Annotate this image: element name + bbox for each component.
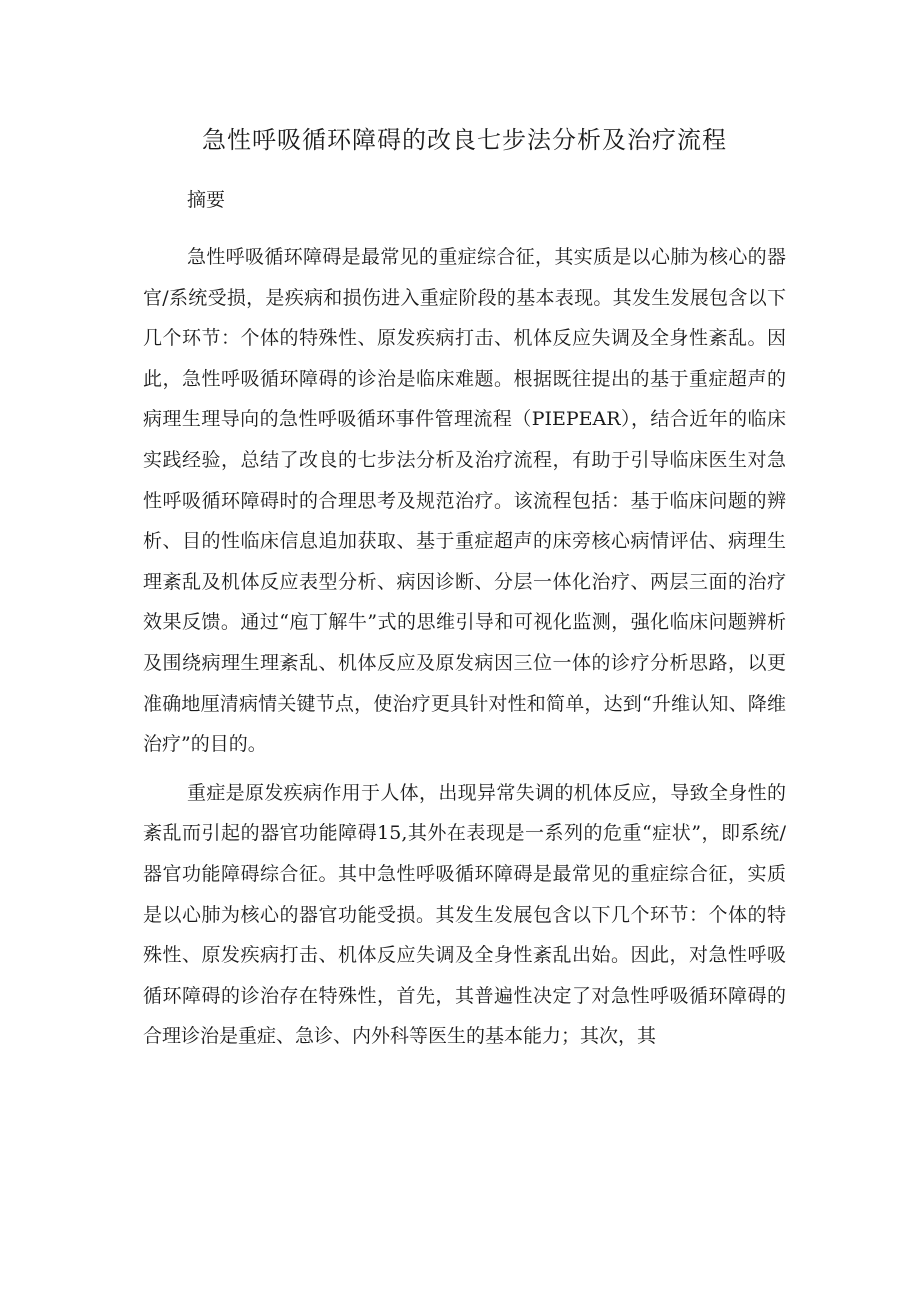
abstract-heading: 摘要 — [187, 189, 226, 211]
abstract-paragraph: 急性呼吸循环障碍是最常见的重症综合征，其实质是以心肺为核心的器官/系统受损，是疾病和损伤进入重症阶段的基本表现。其发生发展包含以下几个环节：个体的特殊性、原发疾病打击、机体反应失调及全身性紊乱。因此，急性呼吸循环障碍的诊治是临床难题。根据既往提出的基于重症超声的病理生理导向的急性呼吸循环事件管理流程（PIEPEAR），结合近年的临床实践经验，总结了改良的七步法分析及治疗流程，有助于引导临床医生对急性呼吸循环障碍时的合理思考及规范治疗。该流程包括：基于临床问题的辨析、目的性临床信息追加获取、基于重症超声的床旁核心病情评估、病理生理紊乱及机体反应表型分析、病因诊断、分层一体化治疗、两层三面的治疗效果反馈。通过“庖丁解牛”式的思维引导和可视化监测，强化临床问题辨析及围绕病理生理紊乱、机体反应及原发病因三位一体的诊疗分析思路，以更准确地厘清病情关键节点，使治疗更具针对性和简单，达到“升维认知、降维治疗”的目的。 — [143, 246, 786, 756]
body-paragraph: 重症是原发疾病作用于人体，出现异常失调的机体反应，导致全身性的紊乱而引起的器官功能障碍15,其外在表现是一系列的危重“症状”，即系统/器官功能障碍综合征。其中急性呼吸循环障碍是最常见的重症综合征，实质是以心肺为核心的器官功能受损。其发生发展包含以下几个环节：个体的特殊性、原发疾病打击、机体反应失调及全身性紊乱出始。因此，对急性呼吸循环障碍的诊治存在特殊性，首先，其普遍性决定了对急性呼吸循环障碍的合理诊治是重症、急诊、内外科等医生的基本能力；其次，其 — [143, 781, 786, 1048]
document-title: 急性呼吸循环障碍的改良七步法分析及治疗流程 — [202, 126, 727, 154]
